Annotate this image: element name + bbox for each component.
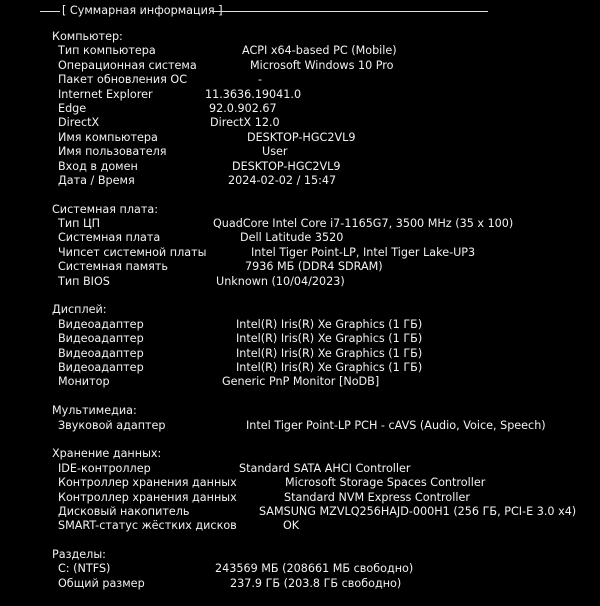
section-title: Системная плата:	[52, 202, 158, 216]
info-value: Standard SATA AHCI Controller	[239, 461, 411, 475]
info-value: Intel(R) Iris(R) Xe Graphics (1 ГБ)	[236, 346, 423, 360]
info-row	[52, 44, 592, 58]
info-value: Generic PnP Monitor [NoDB]	[222, 375, 380, 389]
info-row	[52, 519, 592, 533]
info-row	[52, 347, 592, 361]
info-value: OK	[283, 519, 300, 533]
info-value: -	[258, 73, 263, 87]
info-row	[52, 217, 592, 231]
header-rule-right	[212, 11, 488, 12]
info-label: Контроллер хранения данных	[58, 476, 237, 490]
info-row	[52, 246, 592, 260]
info-label: Имя компьютера	[58, 130, 158, 144]
info-value: 92.0.902.67	[209, 101, 277, 115]
info-value: Intel Tiger Point-LP, Intel Tiger Lake-UP3	[251, 245, 476, 259]
info-label: Пакет обновления ОС	[58, 73, 188, 87]
info-row	[52, 505, 592, 519]
info-row	[52, 102, 592, 116]
info-value: QuadCore Intel Core i7-1165G7, 3500 MHz (35 x 100)	[213, 217, 514, 231]
section-title: Мультимедиа:	[52, 404, 137, 418]
info-label: DirectX	[58, 116, 100, 130]
info-row	[52, 462, 592, 476]
info-value: SAMSUNG MZVLQ256HAJD-000H1 (256 ГБ, PCI-E 3.0 x4)	[259, 504, 577, 518]
info-row	[52, 174, 592, 188]
info-row	[52, 562, 592, 576]
section-0	[52, 30, 592, 188]
info-label: Видеоадаптер	[58, 332, 144, 346]
info-value: Intel(R) Iris(R) Xe Graphics (1 ГБ)	[236, 360, 423, 374]
summary-header	[40, 4, 488, 20]
section-1	[52, 203, 592, 289]
info-row	[52, 361, 592, 375]
section-title: Хранение данных:	[52, 447, 162, 461]
summary-content	[52, 30, 592, 606]
info-label: Вход в домен	[58, 159, 138, 173]
info-value: 2024-02-02 / 15:47	[228, 173, 337, 187]
section-title: Разделы:	[52, 548, 106, 562]
section-title: Дисплей:	[52, 303, 107, 317]
section-title: Компьютер:	[52, 30, 123, 43]
info-value: Microsoft Windows 10 Pro	[250, 58, 394, 72]
info-label: Системная память	[58, 260, 168, 274]
info-row	[52, 318, 592, 332]
info-row	[52, 116, 592, 130]
section-4	[52, 447, 592, 533]
info-row	[52, 131, 592, 145]
info-value: Dell Latitude 3520	[240, 231, 344, 245]
info-label: Имя пользователя	[58, 145, 167, 159]
section-3	[52, 404, 592, 433]
info-value: DESKTOP-HGC2VL9	[232, 159, 341, 173]
info-value: Microsoft Storage Spaces Controller	[285, 476, 486, 490]
info-label: Контроллер хранения данных	[58, 490, 237, 504]
info-label: Видеоадаптер	[58, 317, 144, 331]
info-row	[52, 59, 592, 73]
info-value: DirectX 12.0	[210, 116, 280, 130]
info-value: 11.3636.19041.0	[205, 87, 302, 101]
info-label: IDE-контроллер	[58, 461, 151, 475]
info-row	[52, 73, 592, 87]
info-value: User	[262, 145, 288, 159]
info-label: Тип BIOS	[58, 274, 110, 288]
info-label: Тип компьютера	[58, 44, 156, 58]
info-value: 237.9 ГБ (203.8 ГБ свободно)	[230, 576, 402, 590]
info-label: Видеоадаптер	[58, 360, 144, 374]
info-label: Чипсет системной платы	[58, 245, 207, 259]
info-value: Unknown (10/04/2023)	[216, 274, 345, 288]
info-value: ACPI x64-based PC (Mobile)	[242, 44, 397, 58]
info-label: Тип ЦП	[58, 217, 101, 231]
info-value: Intel(R) Iris(R) Xe Graphics (1 ГБ)	[236, 317, 423, 331]
info-row	[52, 275, 592, 289]
section-2	[52, 303, 592, 389]
info-row	[52, 260, 592, 274]
info-label: Звуковой адаптер	[58, 418, 166, 432]
info-label: C: (NTFS)	[58, 562, 111, 576]
info-label: Общий размер	[58, 576, 145, 590]
info-label: Edge	[58, 101, 87, 115]
info-row	[52, 160, 592, 174]
info-row	[52, 231, 592, 245]
info-row	[52, 145, 592, 159]
info-row	[52, 419, 592, 433]
summary-title: [ Суммарная информация ]	[62, 4, 223, 17]
info-value: DESKTOP-HGC2VL9	[247, 130, 356, 144]
info-label: Internet Explorer	[58, 87, 153, 101]
info-label: Дата / Время	[58, 173, 135, 187]
info-label: Системная плата	[58, 231, 161, 245]
section-5	[52, 548, 592, 591]
info-label: Монитор	[58, 375, 110, 389]
info-label: SMART-статус жёстких дисков	[58, 519, 237, 533]
info-value: 243569 МБ (208661 МБ свободно)	[215, 562, 414, 576]
info-row	[52, 332, 592, 346]
info-row	[52, 375, 592, 389]
info-row	[52, 491, 592, 505]
info-value: Standard NVM Express Controller	[284, 490, 470, 504]
header-rule-left	[40, 11, 60, 12]
info-row	[52, 476, 592, 490]
info-value: 7936 МБ (DDR4 SDRAM)	[245, 260, 383, 274]
info-value: Intel Tiger Point-LP PCH - cAVS (Audio, Voice, Speech)	[246, 418, 546, 432]
info-label: Видеоадаптер	[58, 346, 144, 360]
info-label: Дисковый накопитель	[58, 504, 190, 518]
info-label: Операционная система	[58, 58, 197, 72]
info-value: Intel(R) Iris(R) Xe Graphics (1 ГБ)	[236, 332, 423, 346]
info-row	[52, 577, 592, 591]
info-row	[52, 88, 592, 102]
